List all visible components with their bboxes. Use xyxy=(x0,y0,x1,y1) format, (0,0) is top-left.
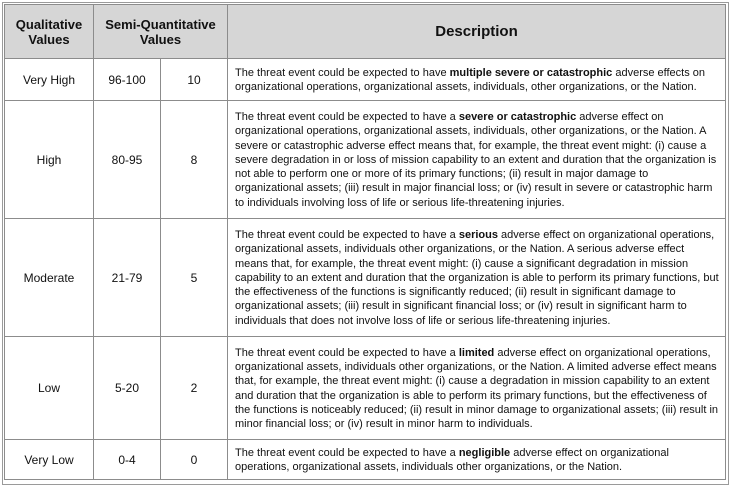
description-cell xyxy=(228,101,726,219)
description-text: adverse effect on organizational operations, organizational assets, individuals, other organizations, or the Nation. A severe or catastrophic adverse effect means that, for example, the threat event might: (i) cause a severe degradation in or loss of mission capability to an extent and duration that the organization is not able to perform one or more of its primary functions; (ii) result in major damage to organizational assets; (iii) result in major financial loss; or (iv) result in severe or catastrophic harm to individuals involving loss of life or serious life-threatening injuries. xyxy=(235,110,717,209)
description-text: The threat event could be expected to have xyxy=(235,66,450,79)
score-value: 0 xyxy=(161,440,228,480)
description-text: The threat event could be expected to have a xyxy=(235,110,459,123)
table-row xyxy=(5,59,726,101)
description-cell xyxy=(228,59,726,101)
description-emphasis: negligible xyxy=(458,446,511,459)
threat-impact-table xyxy=(4,4,726,480)
qualitative-value: Moderate xyxy=(5,219,94,337)
table-row xyxy=(5,219,726,337)
header-semi-quantitative: Semi-Quantitative Values xyxy=(94,5,228,59)
range-value: 0-4 xyxy=(94,440,161,480)
range-value: 96-100 xyxy=(94,59,161,101)
qualitative-value: Very High xyxy=(5,59,94,101)
description-text: adverse effects on organizational operations, organizational assets, individuals, other organizations, or the Nation. xyxy=(235,66,706,93)
header-description: Description xyxy=(228,5,726,59)
qualitative-value: Low xyxy=(5,337,94,440)
score-value: 5 xyxy=(161,219,228,337)
range-value: 21-79 xyxy=(94,219,161,337)
description-emphasis: limited xyxy=(458,346,495,359)
table-row xyxy=(5,337,726,440)
qualitative-value: Very Low xyxy=(5,440,94,480)
table-row xyxy=(5,101,726,219)
description-cell xyxy=(228,440,726,480)
description-text: adverse effect on organizational operations, organizational assets, individuals other organizations, or the Nation. A serious adverse effect means that, for example, the threat event might: (i) cause a significant degradation in mission capability to an extent and duration that the organization is able to perform its primary functions, but the effectiveness of the functions is significantly reduced; (ii) result in significant damage to organizational assets; (iii) result in significant financial loss; or (iv) result in significant harm to individuals that does not involve loss of life or serious life-threatening injuries. xyxy=(235,228,719,327)
description-emphasis: serious xyxy=(458,228,498,241)
description-cell xyxy=(228,219,726,337)
description-text: adverse effect on organizational operations, organizational assets, individuals other organizations, or the Nation. A limited adverse effect means that, for example, the threat event might: (i) cause a degradation in mission capability to an extent and duration that the organization is able to perform its primary functions, but the effectiveness of the functions is noticeably reduced; (ii) result in minor damage to organizational assets; (iii) result in minor financial loss; or (iv) result in minor harm to individuals. xyxy=(235,346,719,431)
description-emphasis: severe or catastrophic xyxy=(458,110,577,123)
range-value: 5-20 xyxy=(94,337,161,440)
table-row xyxy=(5,440,726,480)
qualitative-value: High xyxy=(5,101,94,219)
score-value: 8 xyxy=(161,101,228,219)
description-text: The threat event could be expected to have a xyxy=(235,346,459,359)
description-text: The threat event could be expected to have a xyxy=(235,228,459,241)
description-text: The threat event could be expected to have a xyxy=(235,446,459,459)
description-cell xyxy=(228,337,726,440)
description-text: adverse effect on organizational operations, organizational assets, individuals other organizations, or the Nation. xyxy=(235,446,669,473)
header-qualitative: Qualitative Values xyxy=(5,5,94,59)
description-emphasis: multiple severe or catastrophic xyxy=(449,66,613,79)
score-value: 2 xyxy=(161,337,228,440)
score-value: 10 xyxy=(161,59,228,101)
header-row xyxy=(5,5,726,59)
range-value: 80-95 xyxy=(94,101,161,219)
